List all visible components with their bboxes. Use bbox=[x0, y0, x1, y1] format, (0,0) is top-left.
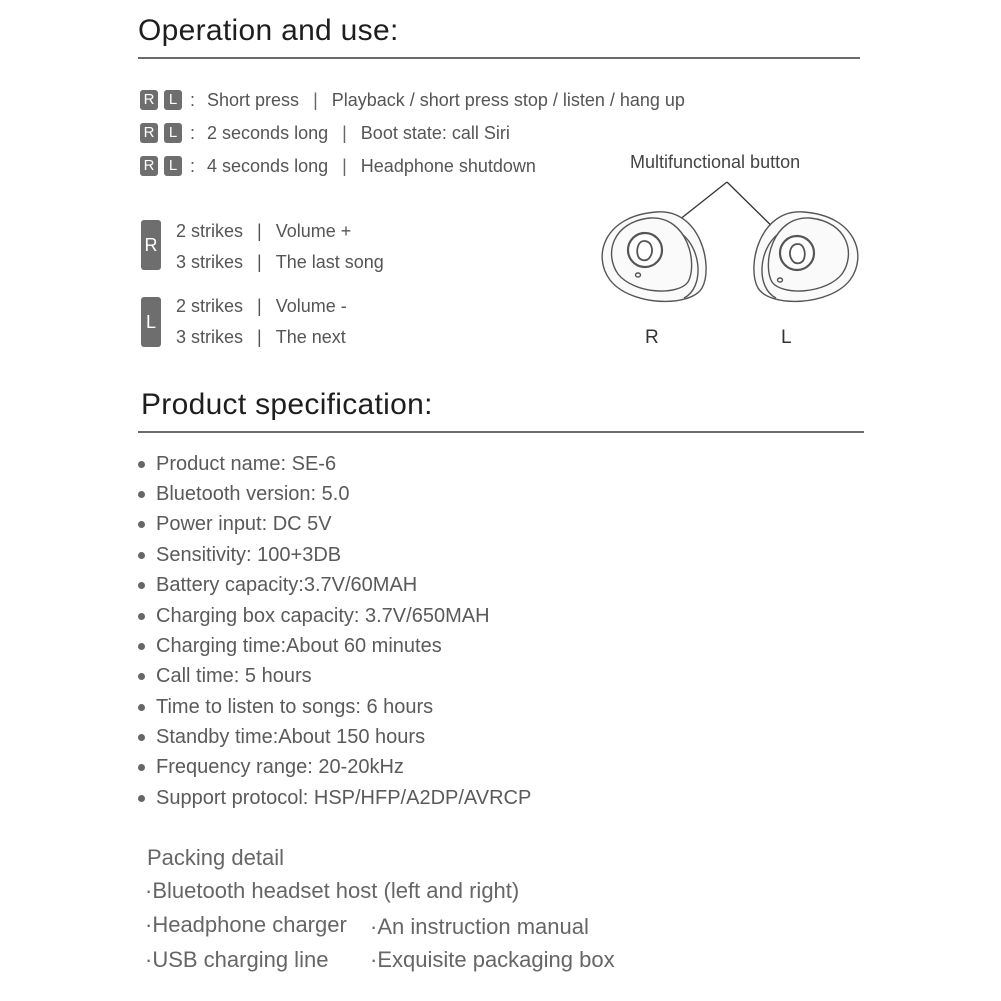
spec-text: Bluetooth version: 5.0 bbox=[156, 483, 350, 505]
result-text: The next bbox=[275, 327, 346, 347]
spec-item bbox=[138, 726, 425, 749]
left-strike-line-1 bbox=[176, 296, 347, 317]
spec-text: Time to listen to songs: 6 hours bbox=[156, 696, 434, 718]
spec-text: Power input: DC 5V bbox=[156, 513, 332, 535]
separator: | bbox=[257, 327, 262, 347]
packing-item-box: ·Exquisite packaging box bbox=[370, 947, 615, 972]
spec-text: Frequency range: 20-20kHz bbox=[156, 756, 404, 778]
result-text: Volume - bbox=[275, 296, 347, 316]
packing-item-manual: ·An instruction manual bbox=[370, 914, 589, 939]
specification-divider bbox=[138, 431, 864, 433]
bullet-icon bbox=[138, 582, 145, 589]
left-earbud-icon bbox=[754, 212, 858, 302]
left-strike-line-2 bbox=[176, 327, 346, 348]
bullet-icon bbox=[138, 643, 145, 650]
right-strike-line-2 bbox=[176, 252, 384, 273]
colon: : bbox=[190, 155, 196, 176]
packing-item-usb: ·USB charging line bbox=[145, 947, 329, 972]
packing-item-host: ·Bluetooth headset host (left and right) bbox=[145, 878, 520, 903]
right-earbud-label: R bbox=[645, 327, 659, 348]
spec-text: Charging box capacity: 3.7V/650MAH bbox=[156, 605, 490, 627]
specification-title: Product specification: bbox=[141, 388, 433, 421]
bullet-icon bbox=[138, 613, 145, 620]
bullet-icon bbox=[138, 673, 145, 680]
key-r-badge: R bbox=[140, 90, 158, 110]
bullet-icon bbox=[138, 552, 145, 559]
spec-item bbox=[138, 665, 312, 688]
spec-text: Standby time:About 150 hours bbox=[156, 726, 426, 748]
strikes-text: 3 strikes bbox=[176, 252, 244, 272]
spec-text: Product name: SE-6 bbox=[156, 453, 337, 475]
earbuds-diagram bbox=[590, 170, 870, 320]
right-strike-line-1 bbox=[176, 221, 351, 242]
spec-item bbox=[138, 787, 531, 810]
separator: | bbox=[313, 89, 318, 110]
bullet-icon bbox=[138, 491, 145, 498]
result-text: Headphone shutdown bbox=[360, 155, 536, 176]
separator: | bbox=[342, 155, 347, 176]
bullet-icon bbox=[138, 461, 145, 468]
multifunctional-button-label: Multifunctional button bbox=[630, 152, 801, 172]
spec-item bbox=[138, 544, 341, 567]
spec-text: Call time: 5 hours bbox=[156, 665, 312, 687]
key-l-badge: L bbox=[164, 123, 182, 143]
separator: | bbox=[257, 252, 262, 272]
result-text: The last song bbox=[275, 252, 384, 272]
action-text: 4 seconds long bbox=[207, 155, 329, 176]
spec-item bbox=[138, 453, 336, 476]
operation-row-3 bbox=[140, 155, 536, 177]
right-earbud-icon bbox=[602, 212, 706, 302]
left-earbud-label: L bbox=[781, 327, 792, 348]
operation-row-1 bbox=[140, 89, 685, 111]
spec-text: Charging time:About 60 minutes bbox=[156, 635, 442, 657]
left-key-badge: L bbox=[141, 297, 161, 347]
bullet-icon bbox=[138, 764, 145, 771]
separator: | bbox=[257, 296, 262, 316]
colon: : bbox=[190, 122, 196, 143]
right-key-badge: R bbox=[141, 220, 161, 270]
result-text: Playback / short press stop / listen / hang up bbox=[331, 89, 685, 110]
spec-item bbox=[138, 605, 490, 628]
spec-item bbox=[138, 483, 349, 506]
operation-title: Operation and use: bbox=[138, 14, 399, 47]
spec-item bbox=[138, 635, 442, 658]
strikes-text: 2 strikes bbox=[176, 296, 244, 316]
spec-item bbox=[138, 513, 332, 536]
bullet-icon bbox=[138, 704, 145, 711]
result-text: Boot state: call Siri bbox=[360, 122, 510, 143]
result-text: Volume + bbox=[275, 221, 352, 241]
action-text: 2 seconds long bbox=[207, 122, 329, 143]
separator: | bbox=[257, 221, 262, 241]
action-text: Short press bbox=[207, 89, 300, 110]
spec-item bbox=[138, 696, 433, 719]
operation-divider bbox=[138, 57, 860, 59]
spec-item bbox=[138, 756, 404, 779]
strikes-text: 2 strikes bbox=[176, 221, 244, 241]
key-r-badge: R bbox=[140, 156, 158, 176]
spec-text: Sensitivity: 100+3DB bbox=[156, 544, 342, 566]
key-l-badge: L bbox=[164, 156, 182, 176]
bullet-icon bbox=[138, 734, 145, 741]
packing-title: Packing detail bbox=[147, 845, 284, 870]
bullet-icon bbox=[138, 795, 145, 802]
separator: | bbox=[342, 122, 347, 143]
spec-text: Support protocol: HSP/HFP/A2DP/AVRCP bbox=[156, 787, 532, 809]
spec-item bbox=[138, 574, 417, 597]
packing-item-charger: ·Headphone charger bbox=[145, 912, 347, 937]
bullet-icon bbox=[138, 521, 145, 528]
key-l-badge: L bbox=[164, 90, 182, 110]
colon: : bbox=[190, 89, 196, 110]
strikes-text: 3 strikes bbox=[176, 327, 244, 347]
spec-text: Battery capacity:3.7V/60MAH bbox=[156, 574, 418, 596]
operation-row-2 bbox=[140, 122, 510, 144]
key-r-badge: R bbox=[140, 123, 158, 143]
